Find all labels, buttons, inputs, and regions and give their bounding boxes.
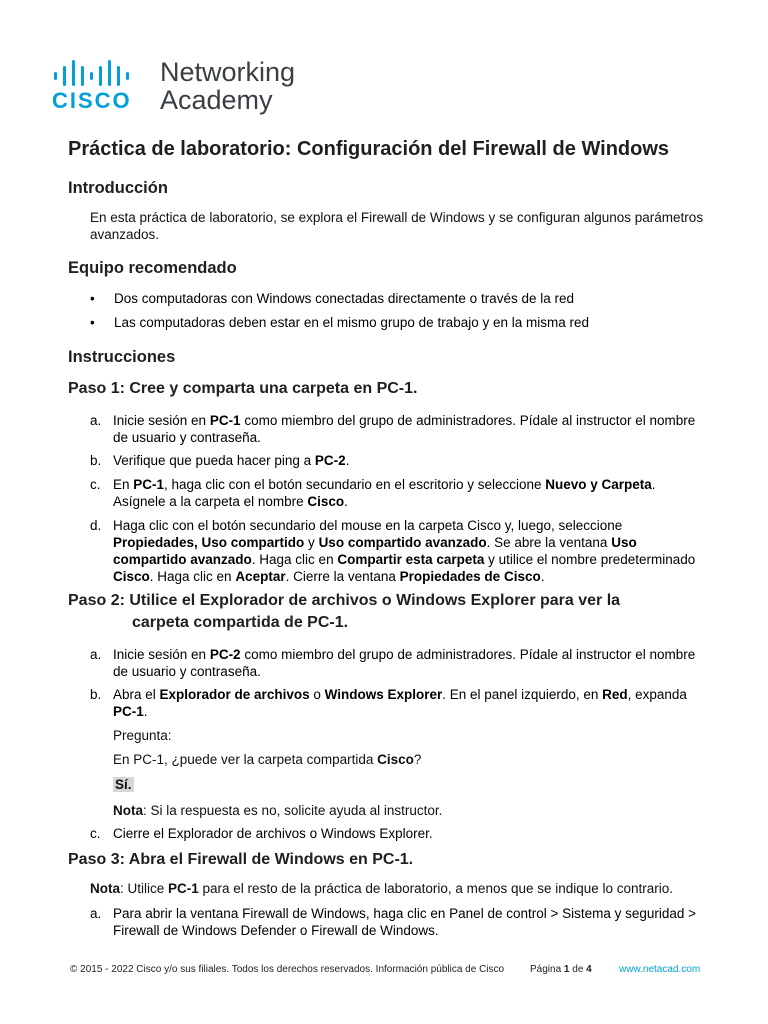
page-number: Página 1 de 4 bbox=[530, 964, 592, 975]
logo-academy: Academy bbox=[160, 85, 273, 115]
equipment-heading: Equipo recomendado bbox=[68, 259, 237, 277]
step1-heading: Paso 1: Cree y comparta una carpeta en PC-1. bbox=[68, 380, 418, 397]
bullet-icon: • bbox=[90, 291, 95, 306]
page-title: Práctica de laboratorio: Configuración del Firewall de Windows bbox=[68, 138, 670, 160]
intro-text: En esta práctica de laboratorio, se explora el Firewall de Windows y se configuran algunos parámetros avanzados. bbox=[90, 210, 704, 242]
bullet-icon: • bbox=[90, 315, 95, 330]
question-label: Pregunta: bbox=[113, 728, 172, 743]
step3-note: Nota: Utilice PC-1 para el resto de la práctica de laboratorio, a menos que se indique lo contrario. bbox=[90, 881, 674, 896]
question-text: En PC-1, ¿puede ver la carpeta compartida Cisco? bbox=[113, 752, 422, 767]
answer bbox=[113, 776, 733, 793]
answer-highlight: Sí. bbox=[115, 777, 132, 792]
step2-heading: Paso 2: Utilice el Explorador de archivos o Windows Explorer para ver la carpeta compartida de PC-1. bbox=[68, 592, 621, 631]
document-page: CISCO Networking Academy Práctica de laboratorio: Configuración del Firewall de Windows Introducción En esta práctica de laboratorio, se explora el Firewall de Windows y se configuran algunos parámetros avanzados. Equipo recomendado • Dos computadoras con Windows conectadas directamente o través de la red • Las computadoras deben estar en el mismo grupo de trabajo y en la misma red Instrucciones Paso 1: Cree y comparta una carpeta en PC-1. a. Inicie sesión en PC-1 como miembro del grupo de administradores. Pídale al instructor el nombre de usuario y contraseña. b. Verifique que pueda hacer ping a PC-2. c. En PC-1, haga clic con el botón secundario en el escritorio y seleccione Nuevo y Carpeta. Asígnele a la carpeta el nombre Cisco. d. Haga clic con el botón secundario del mouse en la carpeta Cisco y, luego, seleccione Propiedades, Uso compartido y Uso compartido avanzado. Se abre la ventana Uso compartido avanzado. Haga clic en Compartir esta carpeta y utilice el nombre predeterminado Cisco. Haga clic en Aceptar. Cierre la ventana Propiedades de Cisco. Paso 2: Utilice el Explorador de archivos o Windows Explorer para ver la carpeta compartida de PC-1. a. Inicie sesión en PC-2 como miembro del grupo de administradores. Pídale al instructor el nombre de usuario y contraseña. b. Abra el Explorador de archivos o Windows Explorer. En el panel izquierdo, en Red, expanda PC-1. Pregunta: En PC-1, ¿puede ver la carpeta compartida Cisco? Sí. Nota: Si la respuesta es no, solicite ayuda al instructor. c. Cierre el Explorador de archivos o Windows Explorer. Paso 3: Abra el Firewall de Windows en PC-1. Nota: Utilice PC-1 para el resto de la práctica de laboratorio, a menos que se indique lo contrario. a. Para abrir la ventana Firewall de Windows, haga clic en Panel de control > Sistema y seguridad > Firewall de Windows Defender o Firewall de Windows. © 2015 - 2022 Cisco y/o sus filiales. Todos los derechos reservados. Información pública de Cisco Página 1 de 4 www.netacad.com bbox=[0, 0, 768, 1024]
cisco-bridge-icon bbox=[52, 60, 142, 86]
note: Nota: Si la respuesta es no, solicite ayuda al instructor. bbox=[113, 803, 443, 818]
intro-heading: Introducción bbox=[68, 179, 168, 197]
netacad-link[interactable]: www.netacad.com bbox=[619, 964, 701, 975]
page-footer bbox=[0, 964, 768, 980]
instructions-heading: Instrucciones bbox=[68, 348, 176, 366]
copyright-text: © 2015 - 2022 Cisco y/o sus filiales. Todos los derechos reservados. Información pública de Cisco bbox=[70, 964, 505, 975]
cisco-wordmark: CISCO bbox=[52, 88, 132, 113]
logo-networking: Networking bbox=[160, 57, 296, 87]
step3-heading: Paso 3: Abra el Firewall de Windows en PC-1. bbox=[68, 851, 414, 868]
